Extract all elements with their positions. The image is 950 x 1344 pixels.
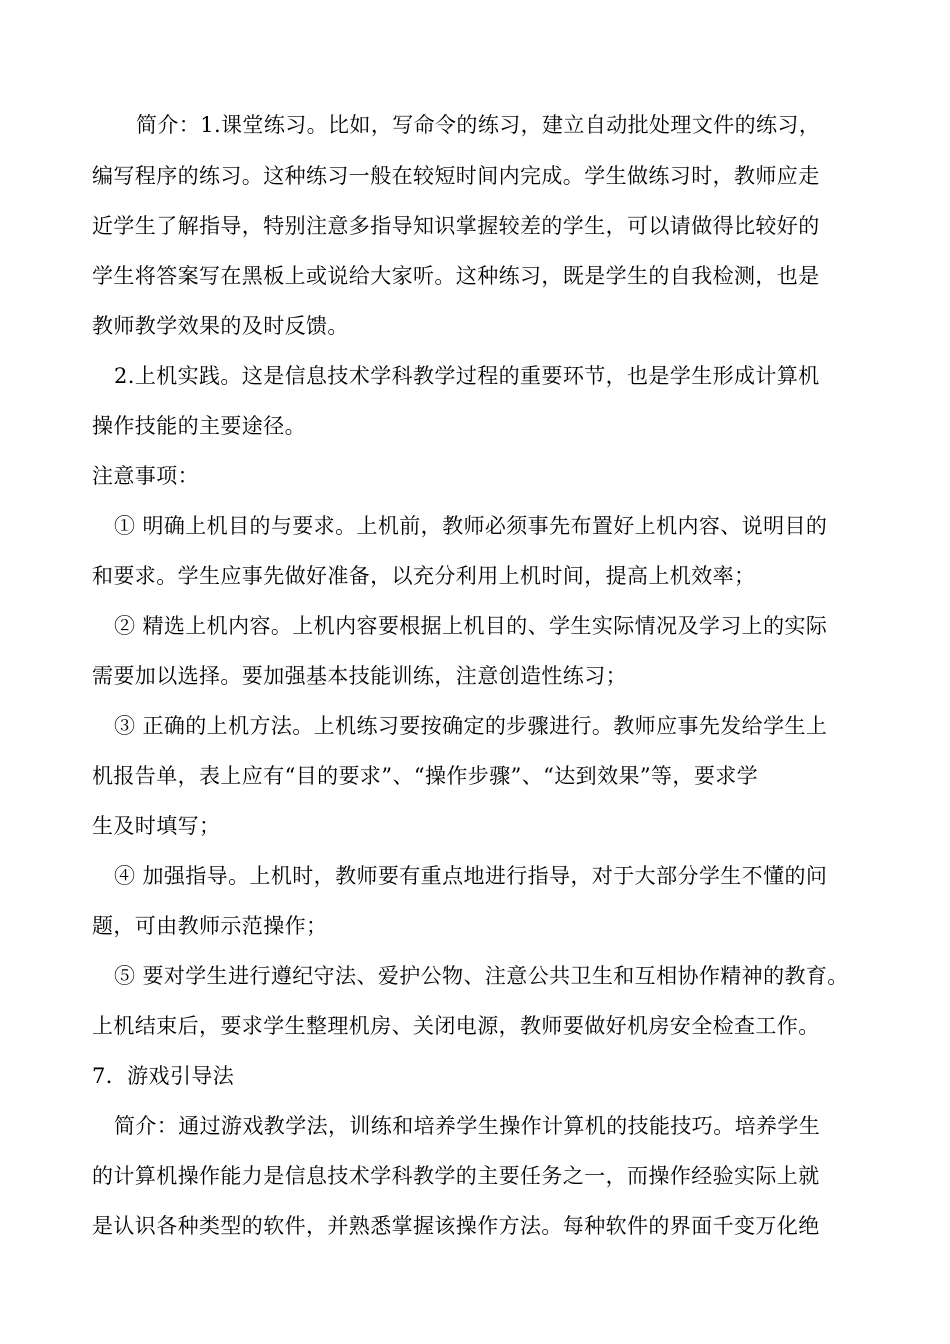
text-line: 简介：通过游戏教学法，训练和培养学生操作计算机的技能技巧。培养学生 (114, 1114, 821, 1138)
text-line: 和要求。学生应事先做好准备，以充分利用上机时间，提高上机效率； (92, 564, 756, 588)
text-line: 的计算机操作能力是信息技术学科教学的主要任务之一，而操作经验实际上就 (92, 1164, 820, 1188)
text-line: 教师教学效果的及时反馈。 (92, 314, 349, 338)
text-line: 2.上机实践。这是信息技术学科教学过程的重要环节，也是学生形成计算机 (114, 364, 820, 388)
text-line: ③ 正确的上机方法。上机练习要按确定的步骤进行。教师应事先发给学生上 (114, 714, 828, 738)
text-line: 机报告单，表上应有“目的要求”、“操作步骤”、“达到效果”等，要求学 (92, 764, 759, 788)
section-heading: 7．游戏引导法 (92, 1064, 235, 1088)
section-heading: 注意事项： (92, 464, 199, 488)
text-line: 简介：1.课堂练习。比如，写命令的练习，建立自动批处理文件的练习， (136, 113, 821, 137)
text-line: ④ 加强指导。上机时，教师要有重点地进行指导，对于大部分学生不懂的问 (114, 864, 828, 888)
text-line: 生及时填写； (92, 814, 221, 838)
text-line: 题，可由教师示范操作； (92, 914, 328, 938)
text-line: ① 明确上机目的与要求。上机前，教师必须事先布置好上机内容、说明目的 (114, 514, 828, 538)
text-line: 上机结束后，要求学生整理机房、关闭电源，教师要做好机房安全检查工作。 (92, 1014, 820, 1038)
text-line: 操作技能的主要途径。 (92, 414, 306, 438)
text-line: 需要加以选择。要加强基本技能训练，注意创造性练习； (92, 664, 627, 688)
text-line: 是认识各种类型的软件，并熟悉掌握该操作方法。每种软件的界面千变万化绝 (92, 1214, 820, 1238)
text-line: ⑤ 要对学生进行遵纪守法、爱护公物、注意公共卫生和互相协作精神的教育。 (114, 964, 849, 988)
text-line: 学生将答案写在黑板上或说给大家听。这种练习，既是学生的自我检测，也是 (92, 264, 820, 288)
text-line: ② 精选上机内容。上机内容要根据上机目的、学生实际情况及学习上的实际 (114, 614, 828, 638)
text-line: 近学生了解指导，特别注意多指导知识掌握较差的学生，可以请做得比较好的 (92, 214, 820, 238)
text-line: 编写程序的练习。这种练习一般在较短时间内完成。学生做练习时，教师应走 (92, 164, 820, 188)
